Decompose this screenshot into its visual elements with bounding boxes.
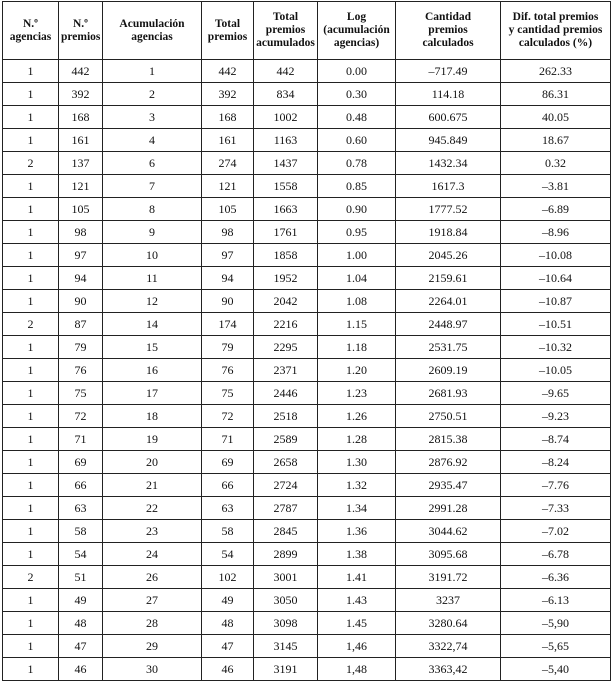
column-header-line: calculados	[422, 37, 474, 49]
table-cell: 15	[103, 336, 202, 359]
table-cell: 1	[3, 221, 59, 244]
table-cell: 1918.84	[396, 221, 501, 244]
table-cell: –6.78	[501, 543, 611, 566]
table-cell: 161	[59, 129, 103, 152]
table-cell: 2609.19	[396, 359, 501, 382]
table-cell: 72	[59, 405, 103, 428]
table-cell: 1	[3, 520, 59, 543]
table-cell: 2446	[254, 382, 318, 405]
column-header	[396, 2, 501, 60]
table-cell: 1	[3, 290, 59, 313]
table-cell: 2	[3, 313, 59, 336]
table-row	[3, 175, 611, 198]
table-cell: 1	[3, 129, 59, 152]
table-row	[3, 60, 611, 83]
table-cell: 174	[202, 313, 254, 336]
table-cell: 442	[59, 60, 103, 83]
table-row	[3, 106, 611, 129]
table-row	[3, 497, 611, 520]
table-row	[3, 635, 611, 658]
table-cell: 3237	[396, 589, 501, 612]
column-header-line: Cantidad	[424, 11, 472, 23]
table-cell: 14	[103, 313, 202, 336]
table-cell: 1	[3, 83, 59, 106]
table-cell: –8.74	[501, 428, 611, 451]
table-cell: 98	[59, 221, 103, 244]
table-cell: 1	[3, 244, 59, 267]
table-cell: 1.41	[318, 566, 396, 589]
column-header-line: Dif. total premios	[512, 11, 599, 23]
table-cell: 8	[103, 198, 202, 221]
table-row	[3, 520, 611, 543]
table-cell: –10.08	[501, 244, 611, 267]
table-cell: 2815.38	[396, 428, 501, 451]
table-cell: –10.05	[501, 359, 611, 382]
column-header-line: (acumulación	[323, 24, 390, 36]
table-cell: –9.65	[501, 382, 611, 405]
table-cell: 274	[202, 152, 254, 175]
table-cell: 98	[202, 221, 254, 244]
table-cell: 76	[202, 359, 254, 382]
table-cell: 19	[103, 428, 202, 451]
table-cell: 945.849	[396, 129, 501, 152]
column-header	[254, 2, 318, 60]
table-row	[3, 290, 611, 313]
table-cell: 2935.47	[396, 474, 501, 497]
table-cell: –7.76	[501, 474, 611, 497]
table-cell: –717.49	[396, 60, 501, 83]
table-cell: 22	[103, 497, 202, 520]
table-cell: 3095.68	[396, 543, 501, 566]
table-cell: 1.30	[318, 451, 396, 474]
table-cell: –6.13	[501, 589, 611, 612]
table-cell: 49	[202, 589, 254, 612]
table-cell: 1	[3, 658, 59, 681]
table-cell: 1.08	[318, 290, 396, 313]
table-cell: 12	[103, 290, 202, 313]
table-cell: 600.675	[396, 106, 501, 129]
table-cell: 121	[202, 175, 254, 198]
table-cell: 1	[3, 428, 59, 451]
table-cell: 97	[59, 244, 103, 267]
table-cell: 4	[103, 129, 202, 152]
column-header-line: N.º	[73, 17, 88, 30]
table-cell: 1	[3, 451, 59, 474]
table-row	[3, 336, 611, 359]
table-cell: 66	[59, 474, 103, 497]
table-cell: 54	[202, 543, 254, 566]
table-cell: 21	[103, 474, 202, 497]
table-row	[3, 428, 611, 451]
column-header-line: premios	[61, 30, 101, 43]
table-cell: 1.15	[318, 313, 396, 336]
table-cell: 2264.01	[396, 290, 501, 313]
table-cell: 2658	[254, 451, 318, 474]
table-cell: –8.24	[501, 451, 611, 474]
table-cell: 47	[59, 635, 103, 658]
table-cell: 1	[3, 543, 59, 566]
table-cell: 1952	[254, 267, 318, 290]
table-cell: –10.32	[501, 336, 611, 359]
table-cell: 2845	[254, 520, 318, 543]
table-cell: 46	[59, 658, 103, 681]
table-cell: 3001	[254, 566, 318, 589]
table-cell: 0.30	[318, 83, 396, 106]
table-cell: 29	[103, 635, 202, 658]
column-header-line: agencias)	[333, 37, 380, 49]
column-header-line: premios	[265, 24, 306, 36]
table-cell: 2	[3, 566, 59, 589]
table-cell: 2216	[254, 313, 318, 336]
table-cell: 1.28	[318, 428, 396, 451]
table-cell: 3363,42	[396, 658, 501, 681]
column-header-line: acumulados	[256, 37, 315, 49]
table-row	[3, 658, 611, 681]
table-cell: 79	[202, 336, 254, 359]
table-cell: 2045.26	[396, 244, 501, 267]
table-cell: 0.00	[318, 60, 396, 83]
table-cell: 63	[202, 497, 254, 520]
table-cell: 63	[59, 497, 103, 520]
table-cell: 0.90	[318, 198, 396, 221]
table-cell: 1.36	[318, 520, 396, 543]
table-row	[3, 244, 611, 267]
table-cell: 1	[3, 474, 59, 497]
table-cell: 2518	[254, 405, 318, 428]
table-row	[3, 198, 611, 221]
table-cell: 3098	[254, 612, 318, 635]
table-cell: 2750.51	[396, 405, 501, 428]
data-table	[2, 1, 611, 681]
table-cell: 46	[202, 658, 254, 681]
table-cell: 3322,74	[396, 635, 501, 658]
table-row	[3, 152, 611, 175]
table-cell: 1	[3, 336, 59, 359]
table-cell: 1558	[254, 175, 318, 198]
table-cell: 3191.72	[396, 566, 501, 589]
table-cell: –5,65	[501, 635, 611, 658]
table-cell: 9	[103, 221, 202, 244]
table-cell: 3	[103, 106, 202, 129]
column-header-line: premios	[428, 24, 468, 36]
table-cell: 0.95	[318, 221, 396, 244]
table-cell: –5,40	[501, 658, 611, 681]
table-row	[3, 83, 611, 106]
table-row	[3, 313, 611, 336]
table-cell: 1432.34	[396, 152, 501, 175]
table-cell: 2991.28	[396, 497, 501, 520]
table-cell: 1002	[254, 106, 318, 129]
table-cell: 1,46	[318, 635, 396, 658]
table-cell: 40.05	[501, 106, 611, 129]
table-cell: 26	[103, 566, 202, 589]
table-cell: 72	[202, 405, 254, 428]
column-header-line: y cantidad premios	[508, 24, 603, 36]
table-cell: 30	[103, 658, 202, 681]
table-cell: 2899	[254, 543, 318, 566]
table-cell: 0.85	[318, 175, 396, 198]
table-cell: 2448.97	[396, 313, 501, 336]
table-cell: 114.18	[396, 83, 501, 106]
table-cell: 11	[103, 267, 202, 290]
table-cell: 2589	[254, 428, 318, 451]
table-cell: 2876.92	[396, 451, 501, 474]
table-cell: 2681.93	[396, 382, 501, 405]
table-row	[3, 382, 611, 405]
table-cell: 1	[3, 405, 59, 428]
table-cell: 6	[103, 152, 202, 175]
table-cell: –3.81	[501, 175, 611, 198]
table-row	[3, 612, 611, 635]
table-cell: 2	[3, 152, 59, 175]
table-cell: 48	[202, 612, 254, 635]
table-row	[3, 129, 611, 152]
column-header-line: Log	[346, 11, 367, 23]
table-cell: 1	[3, 497, 59, 520]
table-cell: 2371	[254, 359, 318, 382]
table-cell: 18.67	[501, 129, 611, 152]
table-cell: 1,48	[318, 658, 396, 681]
column-header	[59, 2, 103, 60]
table-row	[3, 267, 611, 290]
table-cell: 1	[103, 60, 202, 83]
table-container	[2, 1, 611, 681]
table-cell: 2724	[254, 474, 318, 497]
table-cell: 23	[103, 520, 202, 543]
table-cell: 69	[202, 451, 254, 474]
table-cell: 1777.52	[396, 198, 501, 221]
table-cell: 1	[3, 175, 59, 198]
table-cell: 47	[202, 635, 254, 658]
column-header-line: calculados (%)	[518, 37, 593, 49]
table-cell: 2787	[254, 497, 318, 520]
table-cell: 0.78	[318, 152, 396, 175]
column-header-line: agencias	[131, 30, 173, 43]
table-row	[3, 221, 611, 244]
table-cell: 1.45	[318, 612, 396, 635]
table-cell: 161	[202, 129, 254, 152]
table-cell: 1.43	[318, 589, 396, 612]
header-row	[3, 2, 611, 60]
table-row	[3, 543, 611, 566]
table-cell: –10.51	[501, 313, 611, 336]
table-cell: 105	[59, 198, 103, 221]
table-cell: 1.26	[318, 405, 396, 428]
table-cell: 1663	[254, 198, 318, 221]
table-cell: 1617.3	[396, 175, 501, 198]
table-cell: 79	[59, 336, 103, 359]
table-cell: 1.18	[318, 336, 396, 359]
table-cell: 1.32	[318, 474, 396, 497]
table-cell: –7.02	[501, 520, 611, 543]
table-cell: –5,90	[501, 612, 611, 635]
table-row	[3, 566, 611, 589]
table-cell: 24	[103, 543, 202, 566]
table-cell: 105	[202, 198, 254, 221]
table-cell: 97	[202, 244, 254, 267]
table-cell: 58	[59, 520, 103, 543]
table-cell: 28	[103, 612, 202, 635]
table-cell: 87	[59, 313, 103, 336]
table-cell: 1	[3, 60, 59, 83]
table-cell: 1.23	[318, 382, 396, 405]
table-cell: 1	[3, 106, 59, 129]
table-cell: 0.48	[318, 106, 396, 129]
table-cell: 2159.61	[396, 267, 501, 290]
table-cell: 1	[3, 382, 59, 405]
table-cell: –6.36	[501, 566, 611, 589]
table-cell: 10	[103, 244, 202, 267]
table-cell: 442	[254, 60, 318, 83]
table-cell: 2	[103, 83, 202, 106]
table-cell: 1.20	[318, 359, 396, 382]
table-cell: 442	[202, 60, 254, 83]
table-row	[3, 405, 611, 428]
table-cell: 1437	[254, 152, 318, 175]
table-cell: 7	[103, 175, 202, 198]
table-cell: 90	[59, 290, 103, 313]
table-cell: 168	[59, 106, 103, 129]
table-cell: 1	[3, 635, 59, 658]
table-cell: 94	[202, 267, 254, 290]
table-cell: 2531.75	[396, 336, 501, 359]
column-header-line: Total	[214, 17, 241, 30]
table-row	[3, 359, 611, 382]
table-cell: –10.87	[501, 290, 611, 313]
table-row	[3, 451, 611, 474]
column-header-line: agencias	[9, 30, 52, 43]
table-row	[3, 474, 611, 497]
column-header	[202, 2, 254, 60]
table-cell: 3044.62	[396, 520, 501, 543]
table-cell: 0.32	[501, 152, 611, 175]
table-cell: 1.38	[318, 543, 396, 566]
table-cell: 137	[59, 152, 103, 175]
table-cell: 102	[202, 566, 254, 589]
table-cell: –10.64	[501, 267, 611, 290]
column-header-line: N.º	[23, 17, 38, 30]
table-cell: 17	[103, 382, 202, 405]
table-cell: 2042	[254, 290, 318, 313]
table-cell: –9.23	[501, 405, 611, 428]
table-cell: 1858	[254, 244, 318, 267]
table-cell: 121	[59, 175, 103, 198]
table-row	[3, 589, 611, 612]
table-body	[3, 60, 611, 681]
table-cell: 76	[59, 359, 103, 382]
column-header	[103, 2, 202, 60]
table-cell: 834	[254, 83, 318, 106]
column-header-line: Acumulación	[119, 17, 185, 30]
table-cell: 49	[59, 589, 103, 612]
table-header	[3, 2, 611, 60]
table-cell: 3191	[254, 658, 318, 681]
table-cell: 168	[202, 106, 254, 129]
table-cell: 66	[202, 474, 254, 497]
column-header	[3, 2, 59, 60]
table-cell: 2295	[254, 336, 318, 359]
table-cell: 75	[202, 382, 254, 405]
table-cell: 0.60	[318, 129, 396, 152]
table-cell: 1	[3, 612, 59, 635]
table-cell: 1	[3, 589, 59, 612]
column-header	[318, 2, 396, 60]
table-cell: 90	[202, 290, 254, 313]
table-cell: 48	[59, 612, 103, 635]
table-cell: 392	[59, 83, 103, 106]
table-cell: 27	[103, 589, 202, 612]
table-cell: 71	[202, 428, 254, 451]
table-cell: 1.34	[318, 497, 396, 520]
table-cell: –8.96	[501, 221, 611, 244]
table-cell: 86.31	[501, 83, 611, 106]
table-cell: 1	[3, 198, 59, 221]
table-cell: 3050	[254, 589, 318, 612]
table-cell: 20	[103, 451, 202, 474]
table-cell: –6.89	[501, 198, 611, 221]
column-header-line: premios	[207, 30, 248, 43]
table-cell: 392	[202, 83, 254, 106]
table-cell: 58	[202, 520, 254, 543]
table-cell: 54	[59, 543, 103, 566]
table-cell: –7.33	[501, 497, 611, 520]
column-header	[501, 2, 611, 60]
table-cell: 1.04	[318, 267, 396, 290]
table-cell: 1761	[254, 221, 318, 244]
table-cell: 94	[59, 267, 103, 290]
table-cell: 1	[3, 267, 59, 290]
column-header-line: Total	[272, 11, 299, 23]
table-cell: 1	[3, 359, 59, 382]
table-cell: 69	[59, 451, 103, 474]
table-cell: 1163	[254, 129, 318, 152]
table-cell: 16	[103, 359, 202, 382]
table-cell: 75	[59, 382, 103, 405]
table-cell: 1.00	[318, 244, 396, 267]
table-cell: 3145	[254, 635, 318, 658]
table-cell: 71	[59, 428, 103, 451]
table-cell: 262.33	[501, 60, 611, 83]
table-cell: 18	[103, 405, 202, 428]
table-cell: 51	[59, 566, 103, 589]
table-cell: 3280.64	[396, 612, 501, 635]
